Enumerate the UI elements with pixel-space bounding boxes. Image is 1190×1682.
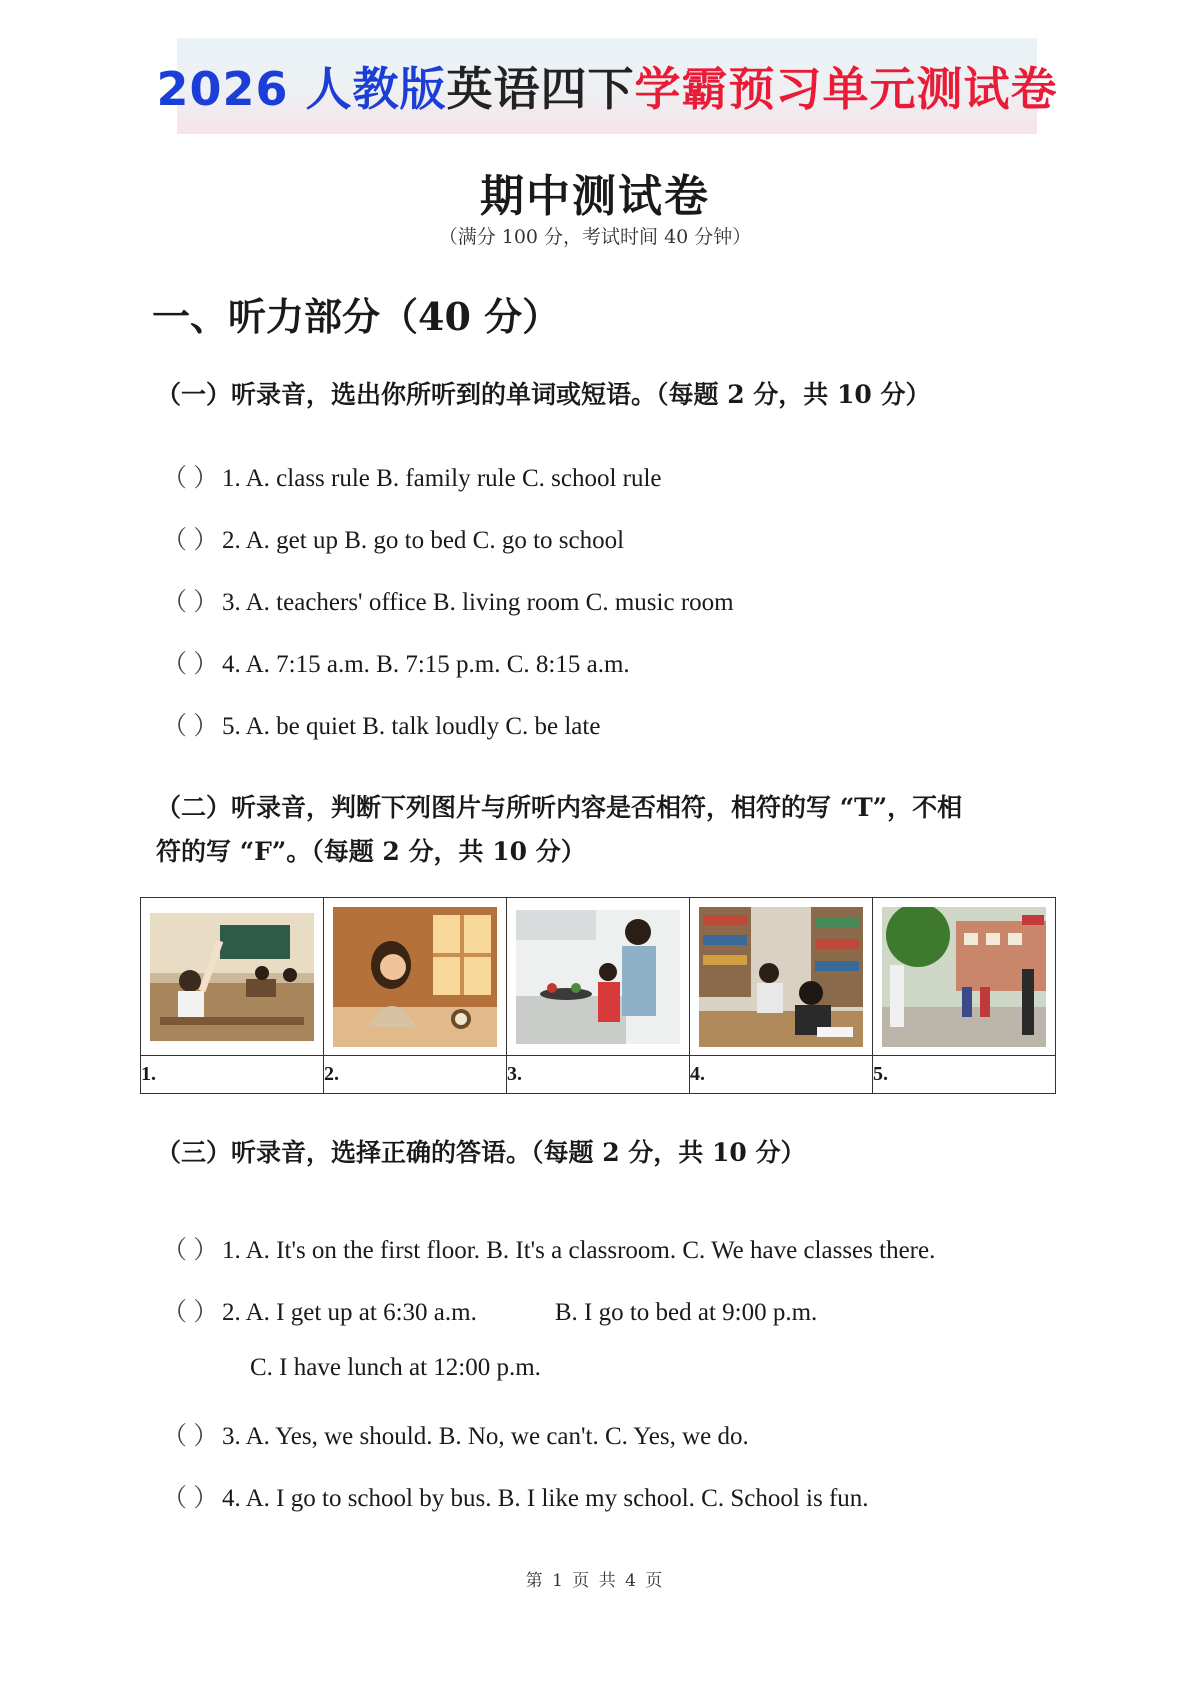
picture-cell [873, 898, 1056, 1056]
question-text: 5. A. be quiet B. talk loudly C. be late [222, 713, 601, 740]
option-a: 2. A. I get up at 6:30 a.m. [222, 1299, 477, 1326]
banner-text [156, 53, 1057, 119]
part2-heading [156, 786, 1056, 874]
picture-cell [324, 898, 507, 1056]
answer-blank[interactable]: （ ） [162, 465, 219, 492]
question-text: 4. A. I go to school by bus. B. I like my school. C. School is fun. [222, 1485, 869, 1512]
part3-heading: （三）听录音，选择正确的答语。（每题 2 分，共 10 分） [156, 1138, 806, 1167]
banner-edition: 2026 人教版 [156, 62, 447, 116]
answer-blank[interactable]: （ ） [162, 1299, 219, 1326]
answer-blank[interactable]: （ ） [162, 1485, 219, 1512]
kitchen-cooking-photo-icon [516, 910, 680, 1044]
bedroom-wake-up-photo-icon [333, 907, 497, 1047]
question-row [162, 582, 734, 618]
answer-blank[interactable]: （ ） [162, 527, 219, 554]
question-row [162, 520, 624, 556]
banner-series: 学霸预习单元测试卷 [634, 62, 1058, 116]
answer-blank[interactable]: （ ） [162, 713, 219, 740]
answer-blank[interactable]: （ ） [162, 651, 219, 678]
answer-blank[interactable]: （ ） [162, 1423, 219, 1450]
question-row [162, 1230, 935, 1266]
question-row [162, 644, 630, 680]
question-text: 1. A. class rule B. family rule C. school rule [222, 465, 662, 492]
picture-label: 5. [873, 1056, 1056, 1094]
option-c: C. I have lunch at 12:00 p.m. [250, 1354, 541, 1381]
question-row [162, 1292, 817, 1328]
picture-table [140, 897, 1056, 1094]
answer-blank[interactable]: （ ） [162, 589, 219, 616]
question-text: 3. A. teachers' office B. living room C. music room [222, 589, 734, 616]
picture-cell [690, 898, 873, 1056]
page-number: 第 1 页 共 4 页 [525, 1571, 665, 1591]
option-b: B. I go to bed at 9:00 p.m. [554, 1299, 818, 1326]
question-text: 3. A. Yes, we should. B. No, we can't. C. Yes, we do. [222, 1423, 749, 1450]
picture-cell [507, 898, 690, 1056]
picture-label: 2. [324, 1056, 507, 1094]
banner-subject: 英语四下 [446, 62, 635, 116]
part2-heading-line2: 符的写 “F”。（每题 2 分，共 10 分） [156, 837, 586, 866]
answer-blank[interactable]: （ ） [162, 1237, 219, 1264]
school-gate-photo-icon [882, 907, 1046, 1047]
picture-label: 4. [690, 1056, 873, 1094]
section-heading-listening: 一、听力部分（40 分） [152, 294, 561, 339]
question-text: 1. A. It's on the first floor. B. It's a classroom. C. We have classes there. [222, 1237, 936, 1264]
picture-label: 1. [141, 1056, 324, 1094]
title-banner [156, 38, 1058, 134]
question-text: 4. A. 7:15 a.m. B. 7:15 p.m. C. 8:15 a.m. [222, 651, 630, 678]
picture-label: 3. [507, 1056, 690, 1094]
classroom-photo-icon [150, 913, 314, 1041]
question-row [162, 706, 600, 742]
library-study-photo-icon [699, 907, 863, 1047]
question-text: 2. A. get up B. go to bed C. go to school [222, 527, 625, 554]
part2-heading-line1: （二）听录音，判断下列图片与所听内容是否相符，相符的写 “T”，不相 [156, 793, 963, 822]
exam-info: （满分 100 分，考试时间 40 分钟） [438, 226, 752, 248]
question-row [162, 1478, 869, 1514]
page-title: 期中测试卷 [480, 171, 710, 222]
part1-heading: （一）听录音，选出你所听到的单词或短语。（每题 2 分，共 10 分） [156, 380, 931, 409]
question-row [162, 458, 662, 494]
question-row [162, 1416, 749, 1452]
picture-cell [141, 898, 324, 1056]
